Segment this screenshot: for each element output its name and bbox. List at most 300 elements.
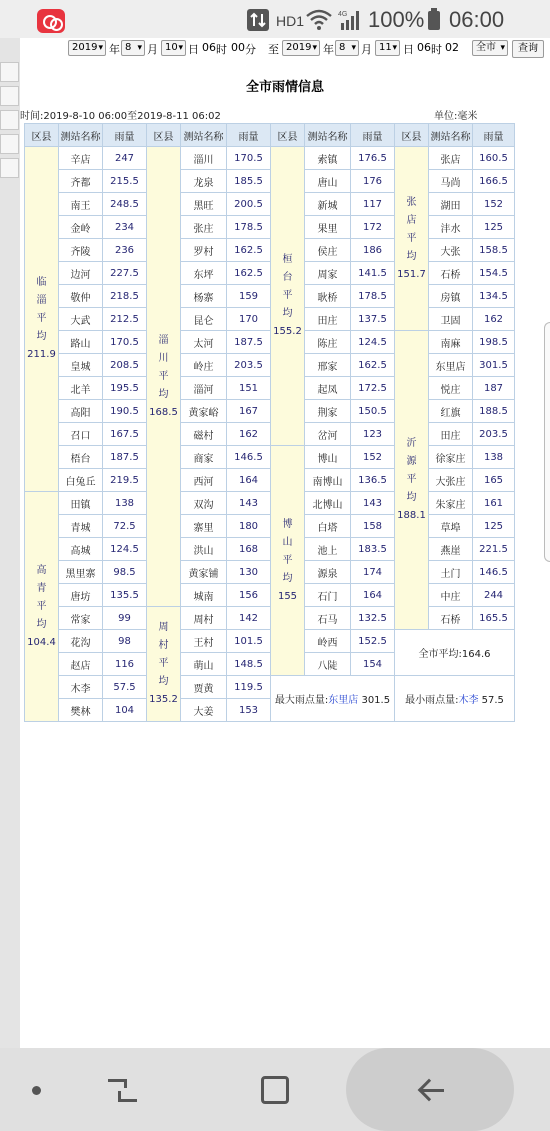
side-panel-handle[interactable] — [544, 322, 550, 562]
min-station-link[interactable]: 木李 — [458, 695, 479, 706]
page-title: 全市雨情信息 — [245, 80, 324, 95]
station-name: 石马 — [305, 607, 351, 630]
rainfall-value: 138 — [473, 446, 515, 469]
table-row — [25, 423, 515, 446]
end-day-select[interactable]: 11 ▾ — [375, 40, 400, 56]
table-row — [25, 377, 515, 400]
column-header: 测站名称 — [59, 124, 103, 147]
rainfall-value: 152 — [351, 446, 395, 469]
rainfall-value: 170.5 — [103, 331, 147, 354]
station-name: 中庄 — [429, 584, 473, 607]
district-name-char: 店 — [406, 214, 417, 226]
district-name-char: 均 — [282, 308, 293, 319]
rainfall-value: 143 — [351, 492, 395, 515]
station-name: 大张 — [429, 239, 473, 262]
station-name: 高阳 — [59, 400, 103, 423]
station-name: 边河 — [59, 262, 103, 285]
district-name — [25, 562, 58, 634]
rainfall-value: 185.5 — [227, 170, 271, 193]
station-name: 城南 — [181, 584, 227, 607]
rainfall-value: 162.5 — [227, 262, 271, 285]
station-name: 沣水 — [429, 216, 473, 239]
rainfall-value: 125 — [473, 515, 515, 538]
table-row — [25, 147, 515, 170]
rainfall-value: 98 — [103, 630, 147, 653]
rainfall-value: 135.5 — [103, 584, 147, 607]
station-name: 石桥 — [429, 607, 473, 630]
max-value: 301.5 — [361, 695, 391, 706]
data-transfer-icon — [246, 8, 270, 32]
station-name: 源泉 — [305, 561, 351, 584]
station-name: 八陡 — [305, 653, 351, 676]
district-name — [395, 194, 428, 266]
rainfall-value: 104 — [103, 699, 147, 722]
minute-label: 分 — [245, 43, 256, 56]
station-name: 大张庄 — [429, 469, 473, 492]
station-name: 贾黄 — [181, 676, 227, 699]
station-name: 常家 — [59, 607, 103, 630]
station-name: 双沟 — [181, 492, 227, 515]
station-name: 齐都 — [59, 170, 103, 193]
month-label: 月 — [361, 43, 372, 56]
rainfall-value: 130 — [227, 561, 271, 584]
rainfall-value: 178.5 — [227, 216, 271, 239]
station-name: 燕崖 — [429, 538, 473, 561]
station-name: 西河 — [181, 469, 227, 492]
rainfall-value: 174 — [351, 561, 395, 584]
rainfall-value: 170.5 — [227, 147, 271, 170]
station-name: 罗村 — [181, 239, 227, 262]
rainfall-value: 301.5 — [473, 354, 515, 377]
wifi-icon — [306, 8, 332, 32]
rainfall-value: 146.5 — [227, 446, 271, 469]
start-day-select[interactable]: 10 ▾ — [161, 40, 186, 56]
rainfall-value: 150.5 — [351, 400, 395, 423]
rainfall-value: 124.5 — [103, 538, 147, 561]
station-name: 卫固 — [429, 308, 473, 331]
district-name-char: 山 — [282, 536, 293, 548]
station-name: 淄川 — [181, 147, 227, 170]
rainfall-value: 123 — [351, 423, 395, 446]
rainfall-value: 187.5 — [227, 331, 271, 354]
station-name: 田镇 — [59, 492, 103, 515]
district-cell-huantai — [271, 147, 305, 446]
district-name-char: 均 — [158, 676, 169, 687]
station-name: 商家 — [181, 446, 227, 469]
month-label: 月 — [147, 43, 158, 56]
station-name: 索镇 — [305, 147, 351, 170]
station-name: 湖田 — [429, 193, 473, 216]
district-average: 151.7 — [397, 268, 426, 280]
station-name: 徐家庄 — [429, 446, 473, 469]
rainfall-value: 156 — [227, 584, 271, 607]
rainfall-value: 146.5 — [473, 561, 515, 584]
day-label: 日 — [188, 43, 199, 56]
district-average: 155 — [277, 590, 298, 602]
table-row — [25, 469, 515, 492]
back-button[interactable] — [346, 1048, 514, 1131]
table-row — [25, 308, 515, 331]
table-row — [25, 400, 515, 423]
district-average: 211.9 — [27, 349, 56, 360]
district-cell-boshan — [271, 446, 305, 676]
station-name: 新城 — [305, 193, 351, 216]
station-name: 淄河 — [181, 377, 227, 400]
svg-text:4G: 4G — [338, 11, 348, 18]
rainfall-value: 198.5 — [473, 331, 515, 354]
station-name: 耿桥 — [305, 285, 351, 308]
district-name — [271, 516, 304, 588]
district-name — [147, 332, 180, 404]
station-name: 东里店 — [429, 354, 473, 377]
max-label: 最大雨点量: — [274, 695, 329, 706]
district-name-char: 桓 — [282, 254, 293, 265]
station-name: 金岭 — [59, 216, 103, 239]
column-header: 雨量 — [227, 124, 271, 147]
district-name — [25, 274, 58, 346]
district-cell-zhoucun — [147, 607, 181, 722]
rainfall-value: 180 — [227, 515, 271, 538]
rainfall-value: 221.5 — [473, 538, 515, 561]
station-name: 张店 — [429, 147, 473, 170]
column-header: 测站名称 — [429, 124, 473, 147]
station-name: 南博山 — [305, 469, 351, 492]
district-name-char: 平 — [282, 290, 293, 301]
district-cell-linzi — [25, 147, 59, 492]
district-name-char: 张 — [406, 196, 417, 208]
station-name: 果里 — [305, 216, 351, 239]
district-name-char: 平 — [406, 474, 417, 485]
district-cell-gaoqing — [25, 492, 59, 722]
station-name: 北羊 — [59, 377, 103, 400]
table-row — [25, 262, 515, 285]
rainfall-value: 218.5 — [103, 285, 147, 308]
district-name-char: 均 — [282, 572, 293, 584]
station-name: 皇城 — [59, 354, 103, 377]
station-name: 王村 — [181, 630, 227, 653]
station-name: 路山 — [59, 331, 103, 354]
column-header: 雨量 — [351, 124, 395, 147]
battery-percent: 100% — [368, 7, 425, 32]
district-name — [271, 251, 304, 323]
district-name-char: 沂 — [406, 438, 417, 449]
rainfall-value: 154 — [351, 653, 395, 676]
rainfall-value: 247 — [103, 147, 147, 170]
district-name-char: 均 — [406, 250, 417, 262]
table-row — [25, 170, 515, 193]
search-button[interactable]: 查询 — [512, 40, 544, 58]
table-row — [25, 538, 515, 561]
district-name-char: 源 — [406, 456, 417, 467]
rainfall-value: 116 — [103, 653, 147, 676]
min-label: 最小雨点量: — [405, 695, 459, 706]
rainfall-value: 167 — [227, 400, 271, 423]
station-name: 土门 — [429, 561, 473, 584]
rainfall-value: 141.5 — [351, 262, 395, 285]
end-month-select[interactable]: 8 ▾ — [335, 40, 359, 56]
station-name: 磁村 — [181, 423, 227, 446]
district-average: 155.2 — [273, 326, 302, 337]
network-label: HD1 — [276, 13, 305, 29]
start-year-select[interactable]: 2019 ▾ — [68, 40, 106, 56]
station-name: 大姜 — [181, 699, 227, 722]
station-name: 草埠 — [429, 515, 473, 538]
station-name: 田庄 — [305, 308, 351, 331]
station-name: 朱家庄 — [429, 492, 473, 515]
station-name: 马尚 — [429, 170, 473, 193]
station-name: 张庄 — [181, 216, 227, 239]
rainfall-value: 142 — [227, 607, 271, 630]
year-label: 年 — [323, 43, 334, 56]
district-name-char: 平 — [406, 232, 417, 244]
rainfall-value: 234 — [103, 216, 147, 239]
station-name: 石门 — [305, 584, 351, 607]
station-name: 赵店 — [59, 653, 103, 676]
rainfall-value: 158.5 — [473, 239, 515, 262]
station-name: 南王 — [59, 193, 103, 216]
rainfall-value: 99 — [103, 607, 147, 630]
rainfall-value: 166.5 — [473, 170, 515, 193]
day-label: 日 — [403, 43, 414, 56]
district-name-char: 淄 — [36, 295, 47, 306]
min-rainfall-summary — [395, 676, 515, 722]
rainfall-value: 160.5 — [473, 147, 515, 170]
district-cell-zichuan — [147, 147, 181, 607]
rainfall-value: 187 — [473, 377, 515, 400]
rainfall-value: 161 — [473, 492, 515, 515]
station-name: 南麻 — [429, 331, 473, 354]
district-name-char: 川 — [158, 352, 169, 364]
rainfall-value: 187.5 — [103, 446, 147, 469]
rainfall-value: 248.5 — [103, 193, 147, 216]
station-name: 青城 — [59, 515, 103, 538]
table-row — [25, 607, 515, 630]
district-average: 168.5 — [149, 406, 178, 418]
hour-label: 时 — [216, 43, 227, 56]
table-row — [25, 630, 515, 653]
station-name: 大武 — [59, 308, 103, 331]
station-name: 田庄 — [429, 423, 473, 446]
end-hour-value[interactable]: 06 — [417, 41, 431, 54]
station-name: 杨寨 — [181, 285, 227, 308]
station-name: 池上 — [305, 538, 351, 561]
rainfall-value: 98.5 — [103, 561, 147, 584]
end-minute-value[interactable]: 02 — [445, 41, 459, 54]
min-value: 57.5 — [481, 695, 504, 706]
district-average: 188.1 — [397, 510, 426, 521]
station-name: 梧台 — [59, 446, 103, 469]
home-icon[interactable] — [261, 1076, 289, 1104]
status-bar — [0, 0, 550, 38]
station-name: 白塔 — [305, 515, 351, 538]
rainfall-value: 176 — [351, 170, 395, 193]
table-header-row — [25, 124, 515, 147]
district-name-char: 均 — [158, 388, 169, 400]
rainfall-value: 125 — [473, 216, 515, 239]
station-name: 唐坊 — [59, 584, 103, 607]
station-name: 岭西 — [305, 630, 351, 653]
signal-icon — [337, 8, 363, 32]
column-header: 雨量 — [473, 124, 515, 147]
rainfall-value: 151 — [227, 377, 271, 400]
start-minute-value[interactable]: 00 — [231, 41, 245, 54]
station-name: 周家 — [305, 262, 351, 285]
district-name-char: 平 — [158, 658, 169, 669]
station-name: 花沟 — [59, 630, 103, 653]
battery-icon — [428, 11, 440, 30]
rainfall-value: 119.5 — [227, 676, 271, 699]
rainfall-value: 212.5 — [103, 308, 147, 331]
rainfall-value: 167.5 — [103, 423, 147, 446]
back-arrow-icon — [418, 1079, 446, 1101]
rainfall-value: 117 — [351, 193, 395, 216]
station-name: 黄家铺 — [181, 561, 227, 584]
station-name: 东坪 — [181, 262, 227, 285]
column-header: 区县 — [395, 124, 429, 147]
station-name: 木李 — [59, 676, 103, 699]
district-name-char: 台 — [282, 272, 293, 283]
rainfall-value: 190.5 — [103, 400, 147, 423]
district-name-char: 村 — [158, 640, 169, 651]
rainfall-value: 137.5 — [351, 308, 395, 331]
station-name: 齐陵 — [59, 239, 103, 262]
max-station-link[interactable]: 东里店 — [328, 695, 359, 706]
rainfall-value: 152.5 — [351, 630, 395, 653]
district-name-char: 博 — [282, 518, 293, 530]
rainfall-value: 159 — [227, 285, 271, 308]
rainfall-value: 124.5 — [351, 331, 395, 354]
table-row — [25, 354, 515, 377]
district-name-char: 均 — [36, 618, 47, 630]
district-name-char: 平 — [36, 600, 47, 612]
column-header: 雨量 — [103, 124, 147, 147]
rainfall-value: 208.5 — [103, 354, 147, 377]
dot-icon[interactable] — [32, 1086, 41, 1095]
district-name-char: 周 — [158, 622, 169, 633]
rainfall-value: 227.5 — [103, 262, 147, 285]
station-name: 红旗 — [429, 400, 473, 423]
rainfall-value: 136.5 — [351, 469, 395, 492]
district-name-char: 平 — [36, 313, 47, 324]
table-row — [25, 331, 515, 354]
table-row — [25, 515, 515, 538]
recent-apps-icon[interactable] — [108, 1079, 136, 1103]
rainfall-value: 178.5 — [351, 285, 395, 308]
rainfall-value: 72.5 — [103, 515, 147, 538]
station-name: 黑里寨 — [59, 561, 103, 584]
table-row — [25, 584, 515, 607]
web-page — [20, 38, 550, 1048]
station-name: 唐山 — [305, 170, 351, 193]
rainfall-value: 188.5 — [473, 400, 515, 423]
station-name: 岔河 — [305, 423, 351, 446]
district-name — [147, 619, 180, 691]
station-name: 黄家峪 — [181, 400, 227, 423]
column-header: 测站名称 — [181, 124, 227, 147]
column-header: 测站名称 — [305, 124, 351, 147]
column-header: 区县 — [147, 124, 181, 147]
table-row — [25, 193, 515, 216]
rainfall-value: 162.5 — [351, 354, 395, 377]
table-row — [25, 676, 515, 699]
rainfall-value: 57.5 — [103, 676, 147, 699]
table-row — [25, 285, 515, 308]
rainfall-value: 154.5 — [473, 262, 515, 285]
rainfall-table — [24, 123, 515, 722]
table-row — [25, 446, 515, 469]
rainfall-value: 244 — [473, 584, 515, 607]
station-name: 邢家 — [305, 354, 351, 377]
station-name: 召口 — [59, 423, 103, 446]
rainfall-value: 195.5 — [103, 377, 147, 400]
district-name-char: 均 — [36, 331, 47, 342]
max-rainfall-summary — [271, 676, 395, 722]
rainfall-value: 164 — [227, 469, 271, 492]
city-average: 全市平均:164.6 — [395, 630, 515, 676]
rainfall-value: 162 — [227, 423, 271, 446]
rainfall-value: 165.5 — [473, 607, 515, 630]
rainfall-value: 164 — [351, 584, 395, 607]
station-name: 侯庄 — [305, 239, 351, 262]
station-name: 白兔丘 — [59, 469, 103, 492]
rainfall-value: 186 — [351, 239, 395, 262]
station-name: 岭庄 — [181, 354, 227, 377]
station-name: 悦庄 — [429, 377, 473, 400]
column-header: 区县 — [25, 124, 59, 147]
start-hour-value[interactable]: 06 — [202, 41, 216, 54]
rainfall-value: 183.5 — [351, 538, 395, 561]
district-average: 135.2 — [149, 694, 178, 705]
district-name-char: 临 — [36, 277, 47, 288]
station-name: 房镇 — [429, 285, 473, 308]
time-range: 时间:2019-8-10 06:00至2019-8-11 06:02 — [20, 111, 221, 122]
rainfall-value: 162.5 — [227, 239, 271, 262]
rainfall-value: 152 — [473, 193, 515, 216]
station-name: 起凤 — [305, 377, 351, 400]
rainfall-value: 165 — [473, 469, 515, 492]
district-average: 104.4 — [27, 636, 56, 648]
rainfall-value: 176.5 — [351, 147, 395, 170]
district-name-char: 青 — [36, 582, 47, 594]
rainfall-value: 153 — [227, 699, 271, 722]
station-name: 昆仑 — [181, 308, 227, 331]
table-row — [25, 239, 515, 262]
station-name: 博山 — [305, 446, 351, 469]
start-month-select[interactable]: 8 ▾ — [121, 40, 145, 56]
rainfall-value: 215.5 — [103, 170, 147, 193]
region-select[interactable]: 全市 ▾ — [472, 40, 508, 56]
clock: 06:00 — [449, 7, 505, 32]
district-name-char: 平 — [158, 370, 169, 382]
rainfall-value: 162 — [473, 308, 515, 331]
table-row — [25, 216, 515, 239]
rainfall-value: 172 — [351, 216, 395, 239]
rainfall-value: 172.5 — [351, 377, 395, 400]
station-name: 黑旺 — [181, 193, 227, 216]
district-name-char: 平 — [282, 554, 293, 566]
station-name: 寨里 — [181, 515, 227, 538]
end-year-select[interactable]: 2019 ▾ — [282, 40, 320, 56]
unit-label: 单位:毫米 — [434, 111, 478, 122]
rainfall-value: 132.5 — [351, 607, 395, 630]
app-notification-icon — [37, 9, 65, 33]
station-name: 高城 — [59, 538, 103, 561]
rainfall-value: 203.5 — [473, 423, 515, 446]
station-name: 洪山 — [181, 538, 227, 561]
rainfall-value: 158 — [351, 515, 395, 538]
rainfall-value: 101.5 — [227, 630, 271, 653]
station-name: 周村 — [181, 607, 227, 630]
